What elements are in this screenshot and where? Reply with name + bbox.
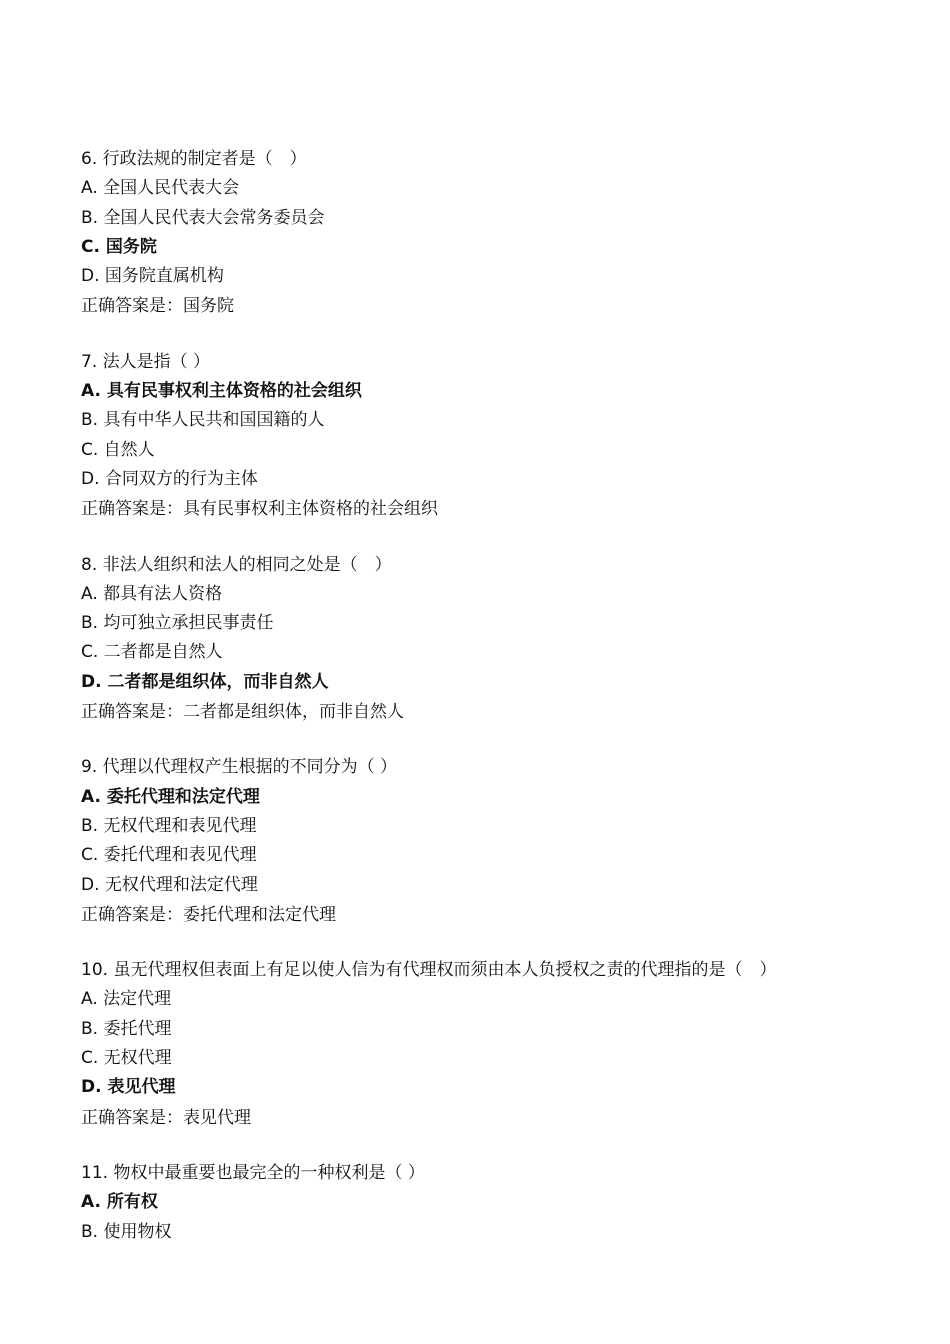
option-d-correct: D. 表见代理 bbox=[81, 1077, 176, 1098]
option-d: D. 无权代理和法定代理 bbox=[81, 874, 258, 895]
option-a: A. 都具有法人资格 bbox=[81, 583, 223, 604]
option-b: B. 使用物权 bbox=[81, 1221, 172, 1242]
question-8 bbox=[81, 551, 921, 728]
option-c: C. 无权代理 bbox=[81, 1048, 172, 1069]
option-c: C. 二者都是自然人 bbox=[81, 642, 223, 663]
question-10 bbox=[81, 956, 921, 1133]
option-a: A. 法定代理 bbox=[81, 989, 172, 1010]
option-b: B. 全国人民代表大会常务委员会 bbox=[81, 207, 325, 228]
question-stem: 8. 非法人组织和法人的相同之处是（ ） bbox=[81, 554, 392, 575]
option-b: B. 委托代理 bbox=[81, 1018, 172, 1039]
option-b: B. 无权代理和表见代理 bbox=[81, 815, 257, 836]
option-a-correct: A. 委托代理和法定代理 bbox=[81, 786, 260, 807]
question-stem: 10. 虽无代理权但表面上有足以使人信为有代理权而须由本人负授权之责的代理指的是（ ） bbox=[81, 960, 777, 981]
question-stem: 6. 行政法规的制定者是（ ） bbox=[81, 149, 307, 169]
question-stem: 9. 代理以代理权产生根据的不同分为（ ） bbox=[81, 757, 398, 778]
correct-answer: 正确答案是：表见代理 bbox=[81, 1107, 251, 1128]
correct-answer: 正确答案是：二者都是组织体，而非自然人 bbox=[81, 702, 404, 723]
option-a-correct: A. 具有民事权利主体资格的社会组织 bbox=[81, 381, 362, 402]
question-stem: 7. 法人是指（ ） bbox=[81, 351, 211, 372]
option-d-correct: D. 二者都是组织体，而非自然人 bbox=[81, 671, 329, 692]
option-c: C. 委托代理和表见代理 bbox=[81, 845, 257, 866]
question-6 bbox=[81, 145, 921, 322]
option-b: B. 均可独立承担民事责任 bbox=[81, 613, 274, 634]
question-7 bbox=[81, 348, 921, 525]
question-9 bbox=[81, 753, 921, 930]
option-a: A. 全国人民代表大会 bbox=[81, 178, 240, 199]
correct-answer: 正确答案是：国务院 bbox=[81, 296, 234, 317]
question-11 bbox=[81, 1159, 921, 1247]
option-a-correct: A. 所有权 bbox=[81, 1192, 158, 1213]
correct-answer: 正确答案是：委托代理和法定代理 bbox=[81, 904, 336, 925]
option-d: D. 合同双方的行为主体 bbox=[81, 468, 258, 489]
option-c: C. 自然人 bbox=[81, 439, 155, 460]
question-stem: 11. 物权中最重要也最完全的一种权利是（ ） bbox=[81, 1162, 425, 1183]
option-c-correct: C. 国务院 bbox=[81, 236, 157, 257]
option-d: D. 国务院直属机构 bbox=[81, 266, 224, 287]
correct-answer: 正确答案是：具有民事权利主体资格的社会组织 bbox=[81, 499, 438, 520]
document-page bbox=[81, 145, 921, 1273]
option-b: B. 具有中华人民共和国国籍的人 bbox=[81, 410, 325, 431]
